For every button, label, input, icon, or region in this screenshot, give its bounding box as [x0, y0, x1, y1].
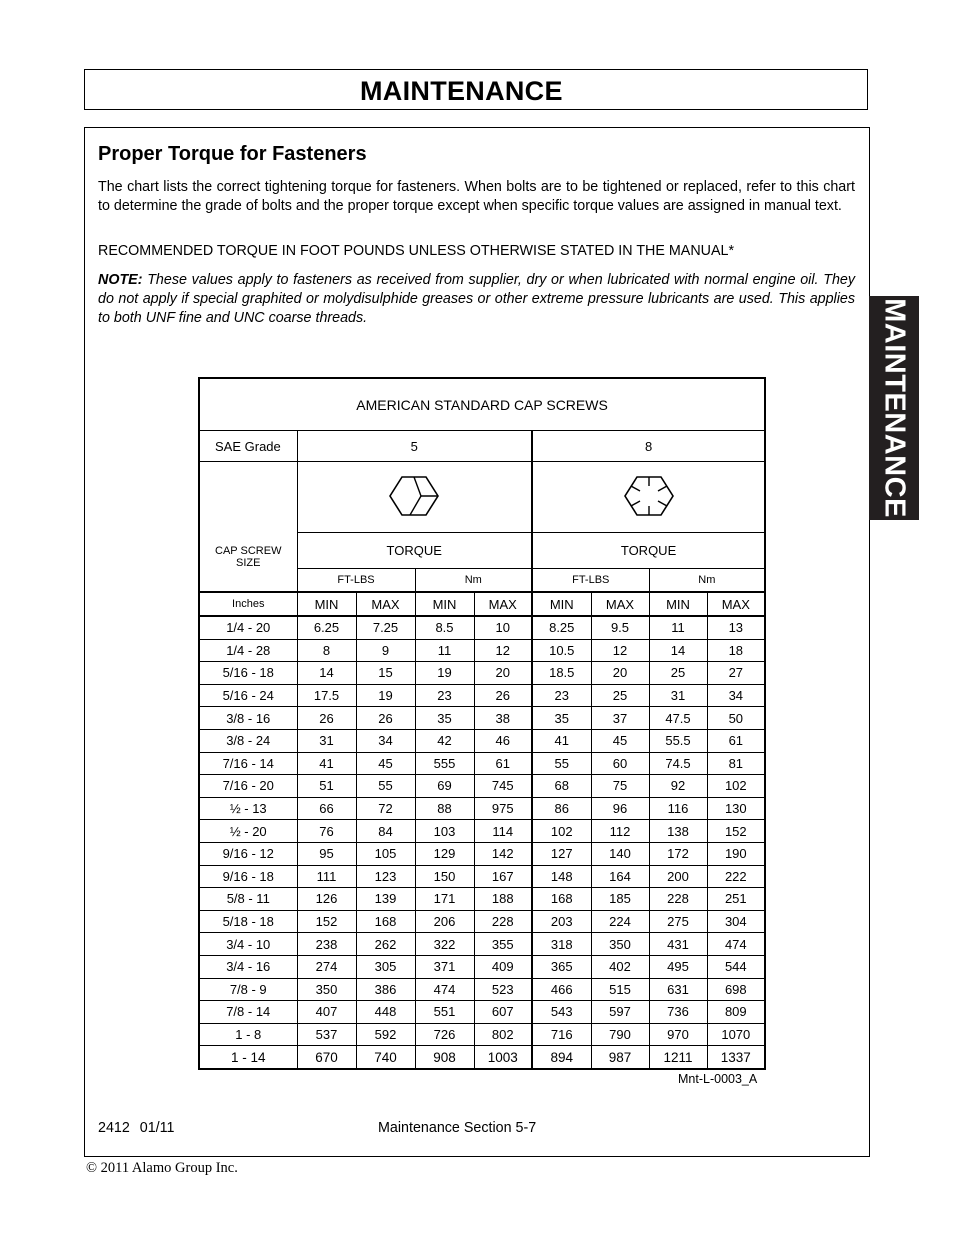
torque-value-cell: 37	[591, 707, 649, 730]
note-label: NOTE:	[98, 272, 143, 288]
cap-screw-size-cell: 5/16 - 24	[199, 684, 297, 707]
table-row	[199, 910, 765, 933]
torque-value-cell: 474	[707, 933, 765, 956]
grade-8-nm-label: Nm	[649, 569, 765, 593]
torque-value-cell: 597	[591, 1001, 649, 1024]
torque-value-cell: 716	[532, 1023, 591, 1046]
torque-value-cell: 790	[591, 1023, 649, 1046]
footer-page-label: Maintenance Section 5-7	[378, 1120, 537, 1136]
cap-screw-size-cell: 7/8 - 14	[199, 1001, 297, 1024]
torque-value-cell: 305	[356, 955, 415, 978]
torque-value-cell: 168	[356, 910, 415, 933]
max-label: MAX	[591, 592, 649, 616]
torque-value-cell: 25	[649, 662, 707, 685]
torque-value-cell: 188	[474, 888, 532, 911]
torque-value-cell: 9.5	[591, 616, 649, 639]
torque-value-cell: 116	[649, 797, 707, 820]
side-tab-label: MAINTENANCE	[878, 298, 911, 518]
page-header-title: MAINTENANCE	[360, 76, 563, 106]
min-label: MIN	[297, 592, 356, 616]
torque-value-cell: 631	[649, 978, 707, 1001]
hex-bolt-3-marks-icon	[388, 473, 440, 519]
torque-value-cell: 148	[532, 865, 591, 888]
torque-value-cell: 200	[649, 865, 707, 888]
torque-value-cell: 112	[591, 820, 649, 843]
torque-value-cell: 95	[297, 842, 356, 865]
torque-value-cell: 171	[415, 888, 474, 911]
torque-value-cell: 206	[415, 910, 474, 933]
table-row	[199, 752, 765, 775]
torque-value-cell: 11	[415, 639, 474, 662]
torque-value-cell: 18.5	[532, 662, 591, 685]
torque-value-cell: 607	[474, 1001, 532, 1024]
torque-value-cell: 6.25	[297, 616, 356, 639]
grade-5-ftlbs-label: FT-LBS	[297, 569, 415, 593]
torque-value-cell: 114	[474, 820, 532, 843]
torque-value-cell: 92	[649, 775, 707, 798]
grade-5-icon-cell	[297, 462, 532, 533]
torque-value-cell: 495	[649, 955, 707, 978]
torque-value-cell: 407	[297, 1001, 356, 1024]
torque-value-cell: 130	[707, 797, 765, 820]
torque-value-cell: 8	[297, 639, 356, 662]
torque-value-cell: 544	[707, 955, 765, 978]
torque-value-cell: 592	[356, 1023, 415, 1046]
torque-value-cell: 10	[474, 616, 532, 639]
torque-value-cell: 20	[591, 662, 649, 685]
torque-value-cell: 38	[474, 707, 532, 730]
cap-screw-size-cell: 3/8 - 16	[199, 707, 297, 730]
table-row	[199, 684, 765, 707]
cap-screw-size-cell: ½ - 20	[199, 820, 297, 843]
min-label: MIN	[532, 592, 591, 616]
footer-doc-number: 2412 01/11	[98, 1120, 175, 1136]
table-row	[199, 865, 765, 888]
torque-value-cell: 537	[297, 1023, 356, 1046]
torque-value-cell: 139	[356, 888, 415, 911]
torque-value-cell: 138	[649, 820, 707, 843]
table-row	[199, 888, 765, 911]
torque-value-cell: 51	[297, 775, 356, 798]
torque-value-cell: 55.5	[649, 729, 707, 752]
torque-value-cell: 975	[474, 797, 532, 820]
torque-value-cell: 1337	[707, 1046, 765, 1069]
torque-value-cell: 523	[474, 978, 532, 1001]
torque-value-cell: 222	[707, 865, 765, 888]
torque-value-cell: 46	[474, 729, 532, 752]
torque-value-cell: 31	[649, 684, 707, 707]
note-text: These values apply to fasteners as received from supplier, dry or when lubricated with normal engine oil. They do not apply if special graphited or molydisulphide greases or other extreme pressure lubricants are used. This applies to both UNF fine and UNC coarse threads.	[98, 272, 855, 326]
torque-value-cell: 11	[649, 616, 707, 639]
cap-screw-size-cell: 1 - 14	[199, 1046, 297, 1069]
cap-screw-size-cell: 5/18 - 18	[199, 910, 297, 933]
table-body	[199, 616, 765, 1069]
torque-value-cell: 34	[356, 729, 415, 752]
torque-value-cell: 431	[649, 933, 707, 956]
table-row	[199, 775, 765, 798]
torque-value-cell: 322	[415, 933, 474, 956]
torque-value-cell: 75	[591, 775, 649, 798]
grade-8-icon-cell	[532, 462, 765, 533]
cap-screw-size-cell: 1 - 8	[199, 1023, 297, 1046]
torque-value-cell: 96	[591, 797, 649, 820]
header-box	[84, 69, 868, 110]
grade-5-nm-label: Nm	[415, 569, 532, 593]
torque-value-cell: 164	[591, 865, 649, 888]
torque-value-cell: 68	[532, 775, 591, 798]
torque-value-cell: 350	[297, 978, 356, 1001]
table-row	[199, 616, 765, 639]
cap-screw-size-cell: 3/4 - 10	[199, 933, 297, 956]
torque-value-cell: 102	[532, 820, 591, 843]
cap-screw-size-label: CAP SCREW SIZE	[199, 462, 297, 593]
torque-value-cell: 726	[415, 1023, 474, 1046]
torque-value-cell: 74.5	[649, 752, 707, 775]
torque-value-cell: 8.25	[532, 616, 591, 639]
torque-value-cell: 1003	[474, 1046, 532, 1069]
torque-value-cell: 185	[591, 888, 649, 911]
table-row	[199, 639, 765, 662]
grade-8-header: 8	[532, 431, 765, 462]
torque-value-cell: 809	[707, 1001, 765, 1024]
torque-value-cell: 365	[532, 955, 591, 978]
torque-value-cell: 167	[474, 865, 532, 888]
torque-value-cell: 14	[297, 662, 356, 685]
cap-screw-size-cell: 5/8 - 11	[199, 888, 297, 911]
torque-value-cell: 371	[415, 955, 474, 978]
torque-value-cell: 17.5	[297, 684, 356, 707]
torque-value-cell: 72	[356, 797, 415, 820]
torque-value-cell: 61	[707, 729, 765, 752]
torque-value-cell: 386	[356, 978, 415, 1001]
torque-value-cell: 515	[591, 978, 649, 1001]
torque-value-cell: 13	[707, 616, 765, 639]
cap-screw-size-cell: 7/16 - 20	[199, 775, 297, 798]
torque-value-cell: 26	[474, 684, 532, 707]
torque-value-cell: 129	[415, 842, 474, 865]
torque-value-cell: 45	[591, 729, 649, 752]
cap-screw-size-cell: 5/16 - 18	[199, 662, 297, 685]
table-row	[199, 797, 765, 820]
torque-table	[198, 377, 766, 1070]
torque-value-cell: 238	[297, 933, 356, 956]
torque-value-cell: 103	[415, 820, 474, 843]
torque-value-cell: 350	[591, 933, 649, 956]
max-label: MAX	[474, 592, 532, 616]
torque-value-cell: 55	[356, 775, 415, 798]
min-label: MIN	[649, 592, 707, 616]
torque-value-cell: 23	[532, 684, 591, 707]
torque-value-cell: 15	[356, 662, 415, 685]
table-row	[199, 820, 765, 843]
cap-screw-size-cell: 3/4 - 16	[199, 955, 297, 978]
torque-value-cell: 670	[297, 1046, 356, 1069]
torque-value-cell: 81	[707, 752, 765, 775]
torque-value-cell: 69	[415, 775, 474, 798]
max-label: MAX	[356, 592, 415, 616]
torque-value-cell: 9	[356, 639, 415, 662]
torque-value-cell: 88	[415, 797, 474, 820]
torque-value-cell: 41	[532, 729, 591, 752]
torque-value-cell: 123	[356, 865, 415, 888]
torque-value-cell: 355	[474, 933, 532, 956]
inches-label: Inches	[199, 592, 297, 616]
min-label: MIN	[415, 592, 474, 616]
torque-value-cell: 35	[532, 707, 591, 730]
cap-screw-size-cell: 9/16 - 18	[199, 865, 297, 888]
torque-value-cell: 55	[532, 752, 591, 775]
torque-value-cell: 551	[415, 1001, 474, 1024]
torque-value-cell: 14	[649, 639, 707, 662]
section-title: Proper Torque for Fasteners	[98, 143, 367, 165]
hex-bolt-6-marks-icon	[623, 473, 675, 519]
torque-value-cell: 34	[707, 684, 765, 707]
grade-8-torque-label: TORQUE	[532, 533, 765, 569]
torque-value-cell: 86	[532, 797, 591, 820]
cap-screw-size-cell: 9/16 - 12	[199, 842, 297, 865]
cap-screw-size-cell: ½ - 13	[199, 797, 297, 820]
table-row	[199, 729, 765, 752]
cap-screw-size-cell: 7/16 - 14	[199, 752, 297, 775]
torque-value-cell: 8.5	[415, 616, 474, 639]
torque-value-cell: 745	[474, 775, 532, 798]
torque-value-cell: 7.25	[356, 616, 415, 639]
torque-value-cell: 127	[532, 842, 591, 865]
table-row	[199, 842, 765, 865]
torque-value-cell: 12	[474, 639, 532, 662]
torque-value-cell: 736	[649, 1001, 707, 1024]
torque-value-cell: 18	[707, 639, 765, 662]
torque-value-cell: 150	[415, 865, 474, 888]
torque-value-cell: 20	[474, 662, 532, 685]
torque-value-cell: 466	[532, 978, 591, 1001]
torque-value-cell: 402	[591, 955, 649, 978]
table-row	[199, 1046, 765, 1069]
torque-value-cell: 19	[415, 662, 474, 685]
torque-value-cell: 60	[591, 752, 649, 775]
table-title: AMERICAN STANDARD CAP SCREWS	[199, 378, 765, 431]
torque-value-cell: 47.5	[649, 707, 707, 730]
torque-value-cell: 409	[474, 955, 532, 978]
torque-value-cell: 66	[297, 797, 356, 820]
torque-value-cell: 970	[649, 1023, 707, 1046]
torque-value-cell: 12	[591, 639, 649, 662]
cap-screw-size-cell: 1/4 - 20	[199, 616, 297, 639]
torque-value-cell: 10.5	[532, 639, 591, 662]
torque-value-cell: 1070	[707, 1023, 765, 1046]
torque-value-cell: 224	[591, 910, 649, 933]
torque-value-cell: 102	[707, 775, 765, 798]
cap-screw-size-cell: 1/4 - 28	[199, 639, 297, 662]
grade-5-torque-label: TORQUE	[297, 533, 532, 569]
torque-value-cell: 27	[707, 662, 765, 685]
torque-value-cell: 274	[297, 955, 356, 978]
torque-value-cell: 35	[415, 707, 474, 730]
torque-value-cell: 142	[474, 842, 532, 865]
table-row	[199, 1023, 765, 1046]
torque-value-cell: 448	[356, 1001, 415, 1024]
torque-value-cell: 45	[356, 752, 415, 775]
grade-5-header: 5	[297, 431, 532, 462]
torque-value-cell: 152	[297, 910, 356, 933]
torque-value-cell: 275	[649, 910, 707, 933]
torque-value-cell: 111	[297, 865, 356, 888]
torque-value-cell: 262	[356, 933, 415, 956]
cap-screw-size-cell: 3/8 - 24	[199, 729, 297, 752]
figure-reference: Mnt-L-0003_A	[678, 1072, 758, 1086]
table-row	[199, 662, 765, 685]
sae-grade-label: SAE Grade	[199, 431, 297, 462]
torque-value-cell: 228	[474, 910, 532, 933]
torque-value-cell: 228	[649, 888, 707, 911]
torque-value-cell: 26	[356, 707, 415, 730]
grade-8-ftlbs-label: FT-LBS	[532, 569, 649, 593]
torque-value-cell: 105	[356, 842, 415, 865]
copyright-notice: © 2011 Alamo Group Inc.	[86, 1160, 238, 1176]
torque-value-cell: 61	[474, 752, 532, 775]
intro-paragraph: The chart lists the correct tightening torque for fasteners. When bolts are to be tightened or replaced, refer to this chart to determine the grade of bolts and the proper torque except when specific torque values are assigned in manual text.	[98, 179, 855, 214]
max-label: MAX	[707, 592, 765, 616]
torque-value-cell: 50	[707, 707, 765, 730]
torque-value-cell: 42	[415, 729, 474, 752]
torque-value-cell: 25	[591, 684, 649, 707]
torque-value-cell: 41	[297, 752, 356, 775]
table-row	[199, 933, 765, 956]
torque-value-cell: 84	[356, 820, 415, 843]
torque-value-cell: 987	[591, 1046, 649, 1069]
torque-value-cell: 168	[532, 888, 591, 911]
torque-value-cell: 1211	[649, 1046, 707, 1069]
table-row	[199, 707, 765, 730]
torque-value-cell: 31	[297, 729, 356, 752]
note-paragraph	[98, 271, 855, 328]
torque-value-cell: 908	[415, 1046, 474, 1069]
torque-value-cell: 251	[707, 888, 765, 911]
torque-value-cell: 76	[297, 820, 356, 843]
torque-value-cell: 555	[415, 752, 474, 775]
torque-value-cell: 19	[356, 684, 415, 707]
recommended-paragraph: RECOMMENDED TORQUE IN FOOT POUNDS UNLESS OTHERWISE STATED IN THE MANUAL*	[98, 243, 735, 259]
torque-value-cell: 802	[474, 1023, 532, 1046]
torque-value-cell: 740	[356, 1046, 415, 1069]
torque-value-cell: 23	[415, 684, 474, 707]
torque-value-cell: 126	[297, 888, 356, 911]
torque-value-cell: 698	[707, 978, 765, 1001]
torque-value-cell: 26	[297, 707, 356, 730]
table-row	[199, 978, 765, 1001]
torque-value-cell: 304	[707, 910, 765, 933]
torque-value-cell: 203	[532, 910, 591, 933]
torque-value-cell: 190	[707, 842, 765, 865]
torque-value-cell: 543	[532, 1001, 591, 1024]
torque-value-cell: 140	[591, 842, 649, 865]
cap-screw-size-cell: 7/8 - 9	[199, 978, 297, 1001]
table-row	[199, 1001, 765, 1024]
torque-value-cell: 318	[532, 933, 591, 956]
torque-value-cell: 894	[532, 1046, 591, 1069]
table-row	[199, 955, 765, 978]
side-tab[interactable]	[869, 296, 919, 520]
torque-value-cell: 172	[649, 842, 707, 865]
torque-value-cell: 474	[415, 978, 474, 1001]
torque-value-cell: 152	[707, 820, 765, 843]
